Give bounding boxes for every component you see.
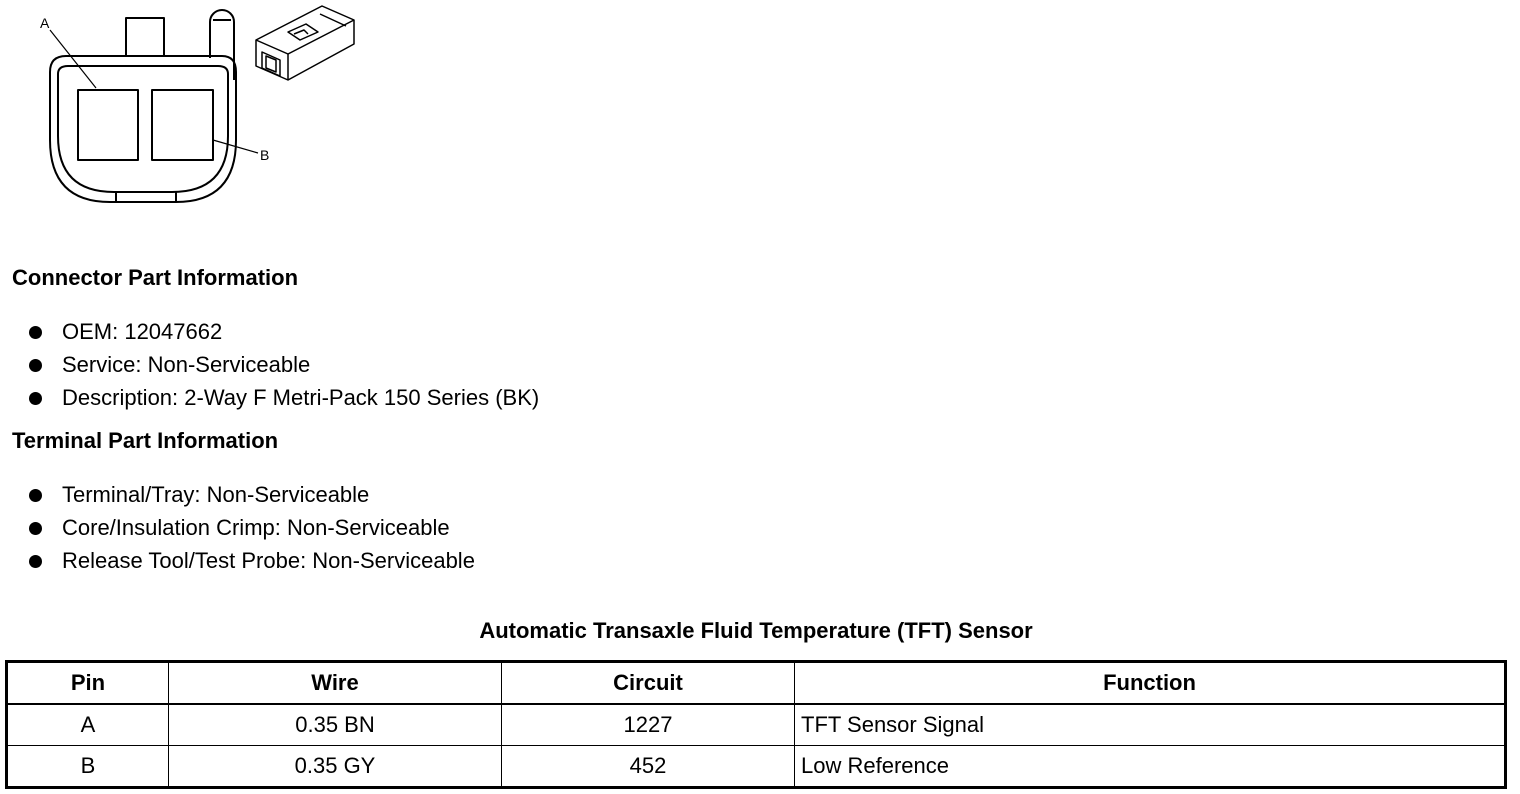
list-item: Terminal/Tray: Non-Serviceable [28,481,475,514]
bullet-icon [29,326,42,339]
column-header-wire: Wire [169,662,502,705]
column-header-function: Function [795,662,1506,705]
list-item: Core/Insulation Crimp: Non-Serviceable [28,514,475,547]
column-header-pin: Pin [7,662,169,705]
list-item: OEM: 12047662 [28,318,539,351]
function-cell: TFT Sensor Signal [795,704,1506,746]
table-row [7,746,1506,788]
list-item: Release Tool/Test Probe: Non-Serviceable [28,547,475,580]
terminal-part-info-heading: Terminal Part Information [12,428,279,453]
column-header-circuit: Circuit [502,662,795,705]
connector-part-info-list [28,318,539,417]
list-item: Description: 2-Way F Metri-Pack 150 Series (BK) [28,384,539,417]
function-cell: Low Reference [795,746,1506,788]
connector-diagram [0,0,380,215]
terminal-part-info-list [28,481,475,580]
pin-b-label: B [260,147,270,163]
bullet-icon [29,392,42,405]
pin-cell: B [7,746,169,788]
connector-part-info-heading: Connector Part Information [12,265,299,290]
bullet-icon [29,555,42,568]
pinout-table [5,660,1507,789]
circuit-cell: 452 [502,746,795,788]
list-item: Service: Non-Serviceable [28,351,539,384]
cavity-a [78,90,138,160]
bullet-icon [29,522,42,535]
table-header-row [7,662,1506,705]
bullet-icon [29,359,42,372]
wire-cell: 0.35 GY [169,746,502,788]
cavity-b [152,90,213,160]
connector-iso-view [256,6,354,80]
table-row [7,704,1506,746]
bullet-icon [29,489,42,502]
table-title: Automatic Transaxle Fluid Temperature (TFT) Sensor [479,618,1033,643]
circuit-cell: 1227 [502,704,795,746]
pin-a-label: A [40,15,50,31]
wire-cell: 0.35 BN [169,704,502,746]
pin-cell: A [7,704,169,746]
